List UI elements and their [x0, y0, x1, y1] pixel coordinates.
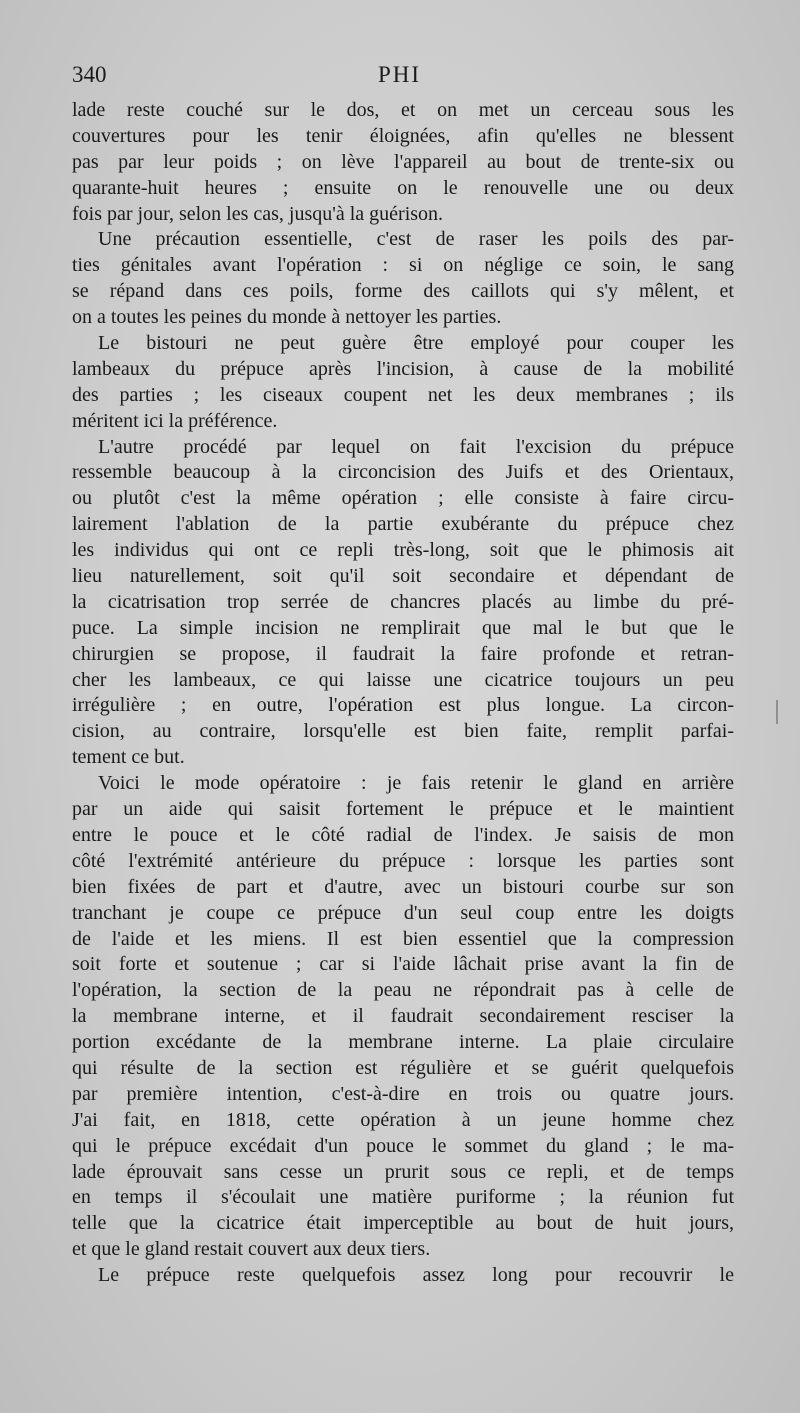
text-line: Le bistouri ne peut guère être employé pour couper les	[98, 332, 734, 355]
text-line: tranchant je coupe ce prépuce d'un seul coup entre les doigts	[72, 901, 734, 924]
text-line: cher les lambeaux, ce qui laisse une cicatrice toujours un peu	[72, 668, 734, 691]
text-line: et que le gland restait couvert aux deux tiers.	[72, 1238, 431, 1261]
text-line: irrégulière ; en outre, l'opération est plus longue. La circon-	[72, 694, 734, 717]
text-line: on a toutes les peines du monde à nettoyer les parties.	[72, 306, 502, 329]
text-line: ou plutôt c'est la même opération ; elle consiste à faire circu-	[72, 487, 734, 510]
paragraph	[72, 227, 734, 331]
text-line: couvertures pour les tenir éloignées, afin qu'elles ne blessent	[72, 124, 734, 147]
margin-mark	[776, 700, 778, 724]
text-line: lade éprouvait sans cesse un prurit sous ce repli, et de temps	[72, 1160, 734, 1183]
text-line: fois par jour, selon les cas, jusqu'à la guérison.	[72, 202, 444, 225]
text-line: la membrane interne, et il faudrait secondairement resciser la	[72, 1005, 734, 1028]
text-line: des parties ; les ciseaux coupent net les deux membranes ; ils	[72, 383, 734, 406]
text-line: lade reste couché sur le dos, et on met un cerceau sous les	[72, 99, 734, 121]
text-line: entre le pouce et le côté radial de l'index. Je saisis de mon	[72, 823, 734, 846]
text-line: lieu naturellement, soit qu'il soit secondaire et dépendant de	[72, 565, 734, 588]
text-body	[72, 98, 734, 1289]
text-line: par un aide qui saisit fortement le prépuce et le maintient	[72, 798, 734, 821]
text-line: Une précaution essentielle, c'est de raser les poils des par-	[98, 228, 734, 251]
text-line: méritent ici la préférence.	[72, 409, 278, 432]
paragraph	[72, 1263, 734, 1289]
text-line: Le prépuce reste quelquefois assez long pour recouvrir le	[98, 1264, 734, 1287]
running-title: PHI	[378, 62, 422, 87]
text-line: soit forte et soutenue ; car si l'aide lâchait prise avant la fin de	[72, 953, 734, 976]
text-line: l'opération, la section de la peau ne répondrait pas à celle de	[72, 979, 734, 1002]
running-head	[72, 62, 734, 94]
text-line: par première intention, c'est-à-dire en trois ou quatre jours.	[72, 1082, 734, 1105]
text-line: telle que la cicatrice était imperceptible au bout de huit jours,	[72, 1212, 734, 1235]
paragraph	[72, 435, 734, 772]
text-line: ressemble beaucoup à la circoncision des Juifs et des Orientaux,	[72, 461, 734, 484]
text-line: J'ai fait, en 1818, cette opération à un jeune homme chez	[72, 1108, 734, 1131]
paragraph	[72, 771, 734, 1263]
text-line: L'autre procédé par lequel on fait l'excision du prépuce	[98, 435, 734, 458]
text-line: les individus qui ont ce repli très-long, soit que le phimosis ait	[72, 539, 734, 562]
text-line: ties génitales avant l'opération : si on néglige ce soin, le sang	[72, 254, 734, 277]
text-line: pas par leur poids ; on lève l'appareil au bout de trente-six ou	[72, 150, 734, 173]
text-line: tement ce but.	[72, 746, 185, 769]
text-line: côté l'extrémité antérieure du prépuce : lorsque les parties sont	[72, 849, 734, 872]
paragraph	[72, 98, 734, 227]
page-number: 340	[72, 62, 107, 87]
text-line: chirurgien se propose, il faudrait la faire profonde et retran-	[72, 642, 734, 665]
text-line: portion excédante de la membrane interne. La plaie circulaire	[72, 1031, 734, 1054]
text-line: quarante-huit heures ; ensuite on le renouvelle une ou deux	[72, 176, 734, 199]
text-line: lambeaux du prépuce après l'incision, à cause de la mobilité	[72, 357, 734, 380]
text-line: la cicatrisation trop serrée de chancres placés au limbe du pré-	[72, 590, 734, 613]
text-line: Voici le mode opératoire : je fais retenir le gland en arrière	[98, 772, 734, 795]
text-line: en temps il s'écoulait une matière puriforme ; la réunion fut	[72, 1186, 734, 1209]
text-line: bien fixées de part et d'autre, avec un bistouri courbe sur son	[72, 875, 734, 898]
paragraph	[72, 331, 734, 435]
text-line: puce. La simple incision ne remplirait que mal le but que le	[72, 616, 734, 639]
text-line: cision, au contraire, lorsqu'elle est bien faite, remplit parfai-	[72, 720, 734, 743]
text-line: qui résulte de la section est régulière et se guérit quelquefois	[72, 1056, 734, 1079]
text-line: qui le prépuce excédait d'un pouce le sommet du gland ; le ma-	[72, 1134, 734, 1157]
text-line: lairement l'ablation de la partie exubérante du prépuce chez	[72, 513, 734, 536]
text-line: se répand dans ces poils, forme des caillots qui s'y mêlent, et	[72, 280, 734, 303]
text-line: de l'aide et les miens. Il est bien essentiel que la compression	[72, 927, 734, 950]
